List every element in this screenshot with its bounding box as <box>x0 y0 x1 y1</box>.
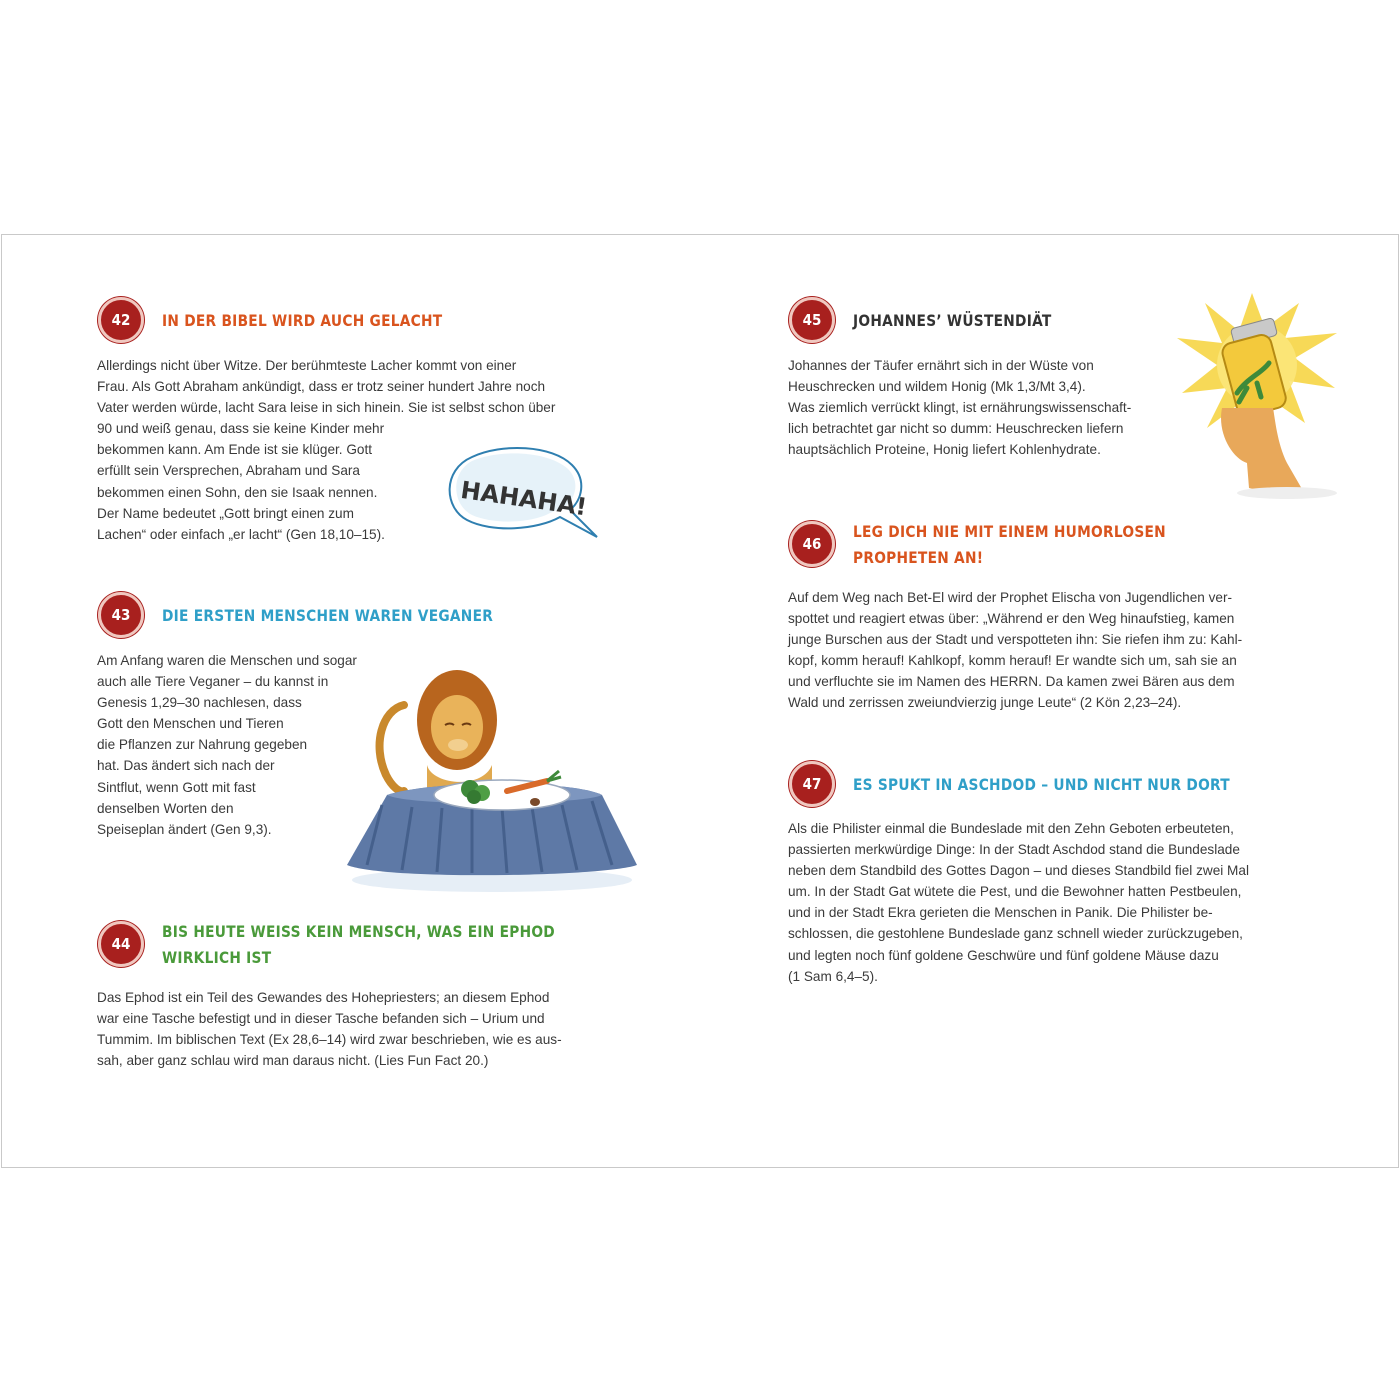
body-line: neben dem Standbild des Gottes Dagon – und dieses Standbild fiel zwei Mal <box>788 863 1249 879</box>
lion-eating-vegetables-illustration <box>342 665 642 895</box>
fact-number-badge: 42 <box>98 297 144 343</box>
fact-number-badge: 43 <box>98 592 144 638</box>
body-line: die Pflanzen zur Nahrung gegeben <box>97 737 308 753</box>
body-line: Allerdings nicht über Witze. Der berühmteste Lacher kommt von einer <box>97 358 517 373</box>
fact-title <box>162 603 493 629</box>
body-line: Vater werden würde, lacht Sara leise in sich hinein. Sie ist selbst schon über <box>97 400 556 416</box>
body-line: Am Anfang waren die Menschen und sogar <box>97 653 357 668</box>
body-line: junge Burschen aus der Stadt und verspotteten ihn: Sie riefen ihm zu: Kahl- <box>788 632 1243 648</box>
fact-number-badge: 46 <box>789 521 835 567</box>
body-line: Als die Philister einmal die Bundeslade mit den Zehn Geboten erbeuteten, <box>788 821 1234 836</box>
body-line: war eine Tasche befestigt und in dieser Tasche befanden sich – Urium und <box>97 1011 545 1027</box>
fact-body <box>788 818 1249 987</box>
body-line: Auf dem Weg nach Bet-El wird der Prophet Elischa von Jugendlichen ver- <box>788 590 1233 605</box>
fact-body <box>788 587 1242 714</box>
body-line: lich betrachtet gar nicht so dumm: Heuschrecken liefern <box>788 421 1124 437</box>
fact-number-badge: 47 <box>789 761 835 807</box>
body-line: Gott den Menschen und Tieren <box>97 716 284 732</box>
fact-body <box>97 650 357 840</box>
body-line: Das Ephod ist ein Teil des Gewandes des Hohepriesters; an diesem Ephod <box>97 990 550 1005</box>
body-line: um. In der Stadt Gat wütete die Pest, und die Bewohner hatten Pestbeulen, <box>788 884 1242 900</box>
body-line: bekommen einen Sohn, den sie Isaak nennen. <box>97 484 378 500</box>
fact-title-line: WIRKLICH IST <box>162 948 272 967</box>
body-line: Genesis 1,29–30 nachlesen, dass <box>97 695 302 711</box>
bubble-text: HAHAHA! <box>458 475 589 522</box>
body-line: Frau. Als Gott Abraham ankündigt, dass er trotz seiner hundert Jahre noch <box>97 379 546 395</box>
body-line: hauptsächlich Proteine, Honig liefert Kohlenhydrate. <box>788 442 1101 458</box>
body-line: denselben Worten den <box>97 800 234 816</box>
body-line: sah, aber ganz schlau wird man daraus nicht. (Lies Fun Fact 20.) <box>97 1053 489 1069</box>
book-spread <box>1 234 1399 1168</box>
body-line: passierten merkwürdige Dinge: In der Stadt Aschdod stand die Bundeslade <box>788 842 1240 858</box>
fact-number-badge: 44 <box>98 921 144 967</box>
body-line: und legten noch fünf goldene Geschwüre und fünf goldene Mäuse dazu <box>788 947 1219 963</box>
fact-title-line: LEG DICH NIE MIT EINEM HUMORLOSEN <box>853 522 1166 541</box>
body-line: Tummim. Im biblischen Text (Ex 28,6–14) wird zwar beschrieben, wie es aus- <box>97 1032 562 1048</box>
body-line: Heuschrecken und wildem Honig (Mk 1,3/Mt 3,4). <box>788 379 1086 395</box>
body-line: (1 Sam 6,4–5). <box>788 968 878 984</box>
body-line: kopf, komm herauf! Kahlkopf, komm herauf! Er wandte sich um, sah sie an <box>788 653 1237 669</box>
body-line: Der Name bedeutet „Gott bringt einen zum <box>97 505 354 521</box>
fact-title-line: ES SPUKT IN ASCHDOD – UND NICHT NUR DORT <box>853 775 1230 794</box>
body-line: und in der Stadt Ekra gerieten die Menschen in Panik. Die Philister be- <box>788 905 1213 921</box>
body-line: Wald und zerrissen zweiundvierzig junge Leute“ (2 Kön 2,23–24). <box>788 695 1182 711</box>
body-line: Speiseplan ändert (Gen 9,3). <box>97 821 272 837</box>
body-line: Lachen“ oder einfach „er lacht“ (Gen 18,10–15). <box>97 526 385 542</box>
fact-title-line: BIS HEUTE WEISS KEIN MENSCH, WAS EIN EPHOD <box>162 922 555 941</box>
body-line: schlossen, die gestohlene Bundeslade ganz schnell wieder zurückzugeben, <box>788 926 1243 942</box>
body-line: 90 und weiß genau, dass sie keine Kinder mehr <box>97 421 385 437</box>
fact-title <box>162 308 442 334</box>
fact-title <box>853 772 1230 798</box>
body-line: Johannes der Täufer ernährt sich in der Wüste von <box>788 358 1094 373</box>
speech-bubble-illustration <box>442 445 602 545</box>
fact-title-line: IN DER BIBEL WIRD AUCH GELACHT <box>162 311 443 330</box>
fact-title <box>853 519 1166 571</box>
body-line: Sintflut, wenn Gott mit fast <box>97 779 256 795</box>
fact-title-line: PROPHETEN AN! <box>853 548 984 567</box>
body-line: erfüllt sein Versprechen, Abraham und Sara <box>97 463 360 479</box>
body-line: und verfluchte sie im Namen des HERRN. Da kamen zwei Bären aus dem <box>788 674 1235 690</box>
body-line: bekommen kann. Am Ende ist sie klüger. Gott <box>97 442 373 458</box>
fact-body <box>788 355 1131 460</box>
fact-number-badge: 45 <box>789 297 835 343</box>
fact-title-line: DIE ERSTEN MENSCHEN WAREN VEGANER <box>162 606 494 625</box>
body-line: hat. Das ändert sich nach der <box>97 758 275 774</box>
fact-body <box>97 987 562 1071</box>
body-line: Was ziemlich verrückt klingt, ist ernährungswissenschaft- <box>788 400 1132 416</box>
honey-jar-locust-illustration <box>1177 293 1342 503</box>
fact-title <box>853 308 1052 334</box>
body-line: auch alle Tiere Veganer – du kannst in <box>97 674 329 690</box>
fact-title <box>162 919 555 971</box>
fact-title-line: JOHANNES’ WÜSTENDIÄT <box>853 311 1052 330</box>
body-line: spottet und reagiert etwas über: „Während er den Weg hinaufstieg, kamen <box>788 611 1235 627</box>
